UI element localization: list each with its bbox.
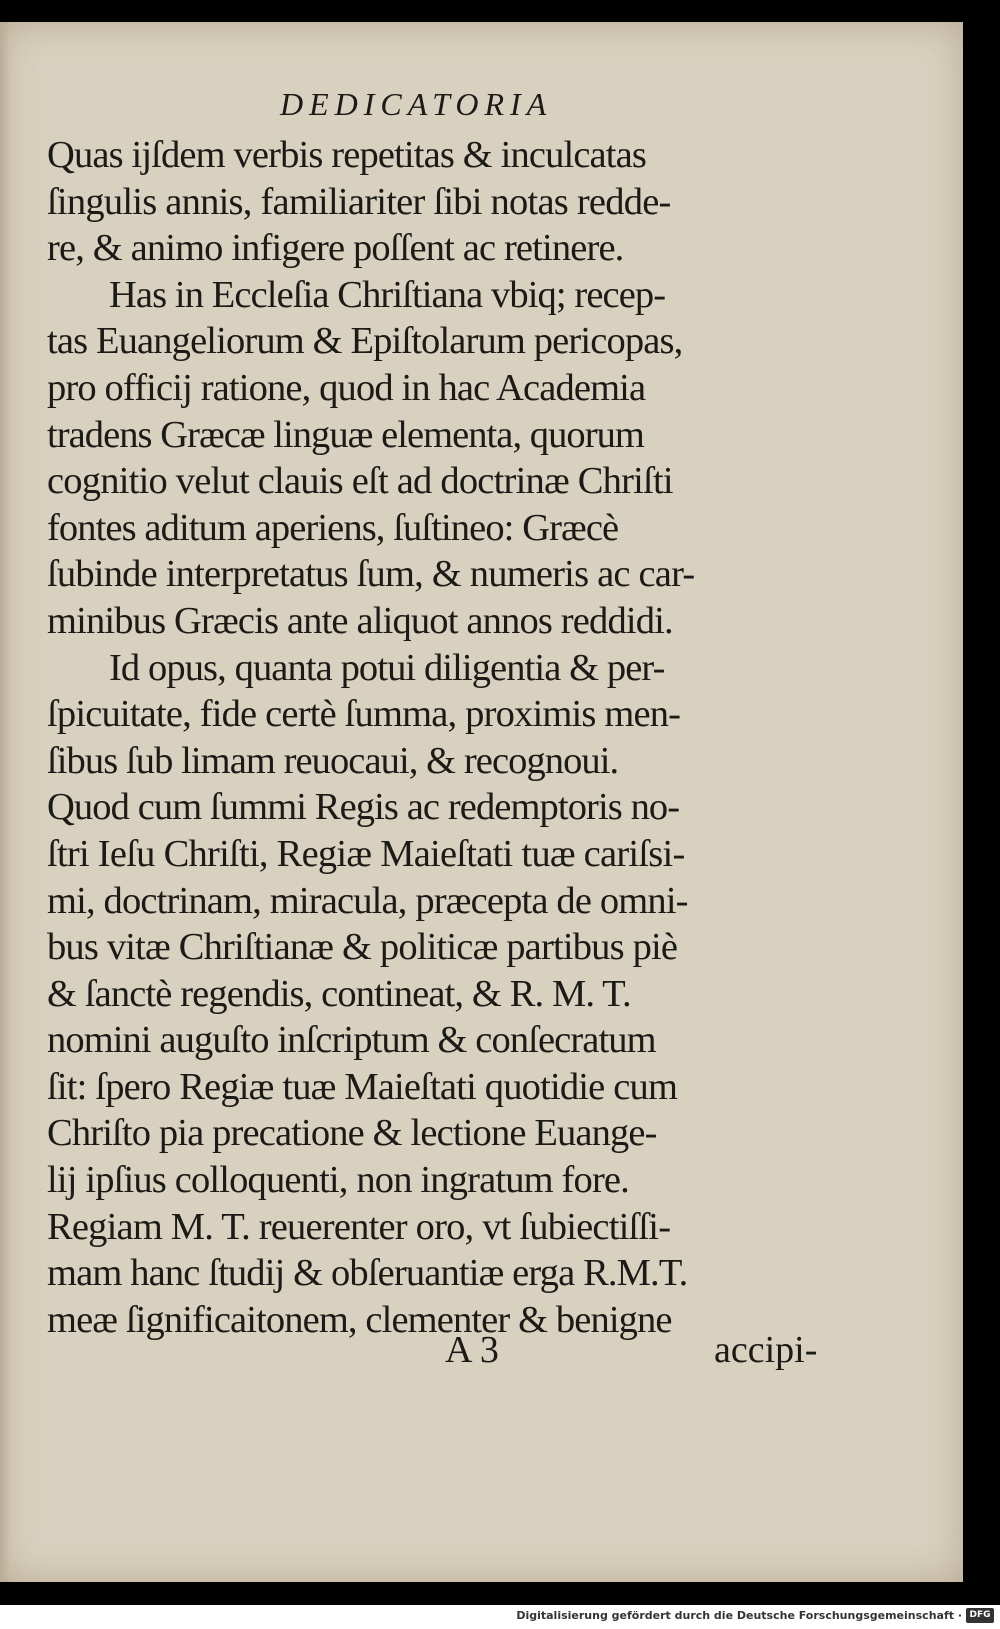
text-line: ſubinde interpretatus ſum, & numeris ac car- xyxy=(47,553,695,596)
dfg-logo-icon: DFG xyxy=(966,1608,994,1623)
text-line: tas Euangeliorum & Epiſtolarum pericopas, xyxy=(47,320,683,363)
text-line: pro officij ratione, quod in hac Academia xyxy=(47,366,646,409)
text-line: fontes aditum aperiens, ſuſtineo: Græcè xyxy=(47,506,619,549)
text-line: Quod cum ſummi Regis ac redemptoris no- xyxy=(47,786,680,829)
text-line: ſpicuitate, fide certè ſumma, proximis men- xyxy=(47,693,681,736)
funding-credit: Digitalisierung gefördert durch die Deutsche Forschungsgemeinschaft · xyxy=(516,1609,962,1622)
text-line: minibus Græcis ante aliquot annos reddidi. xyxy=(47,599,673,642)
text-line: re, & animo infigere poſſent ac retinere. xyxy=(47,227,624,270)
text-line: ſit: ſpero Regiæ tuæ Maieſtati quotidie cum xyxy=(47,1065,678,1108)
signature-mark: A 3 xyxy=(445,1329,499,1371)
text-line: lij ipſius colloquenti, non ingratum fore. xyxy=(47,1159,629,1202)
text-line: ſibus ſub limam reuocaui, & recognoui. xyxy=(47,739,619,782)
text-line: Chriſto pia precatione & lectione Euange- xyxy=(47,1112,657,1155)
catchword: accipi- xyxy=(714,1329,818,1371)
text-line: tradens Græcæ linguæ elementa, quorum xyxy=(47,413,644,456)
text-line: ſtri Ieſu Chriſti, Regiæ Maieſtati tuæ cariſsi- xyxy=(47,832,685,875)
text-line: nomini auguſto inſcriptum & conſecratum xyxy=(47,1019,656,1062)
running-head: DEDICATORIA xyxy=(280,86,553,122)
text-line: ſingulis annis, familiariter ſibi notas redde- xyxy=(47,180,671,223)
book-page xyxy=(0,22,963,1582)
text-line: meæ ſignificaitonem, clementer & benigne xyxy=(47,1298,672,1341)
text-line: Quas ijſdem verbis repetitas & inculcatas xyxy=(47,134,646,176)
text-line: cognitio velut clauis eſt ad doctrinæ Chriſti xyxy=(47,460,673,503)
text-line: mam hanc ſtudij & obſeruantiæ erga R.M.T. xyxy=(47,1252,688,1295)
text-line: Has in Eccleſia Chriſtiana vbiq; recep- xyxy=(109,273,666,316)
text-line: & ſanctè regendis, contineat, & R. M. T. xyxy=(47,972,631,1015)
page-edge-shadow xyxy=(0,22,10,1582)
body-text xyxy=(47,132,837,1343)
text-line: Id opus, quanta potui diligentia & per- xyxy=(109,646,665,689)
text-line: Regiam M. T. reuerenter oro, vt ſubiectiſſi- xyxy=(47,1205,671,1248)
text-line: bus vitæ Chriſtianæ & politicæ partibus piè xyxy=(47,926,678,969)
text-line: mi, doctrinam, miracula, præcepta de omni- xyxy=(47,879,688,922)
